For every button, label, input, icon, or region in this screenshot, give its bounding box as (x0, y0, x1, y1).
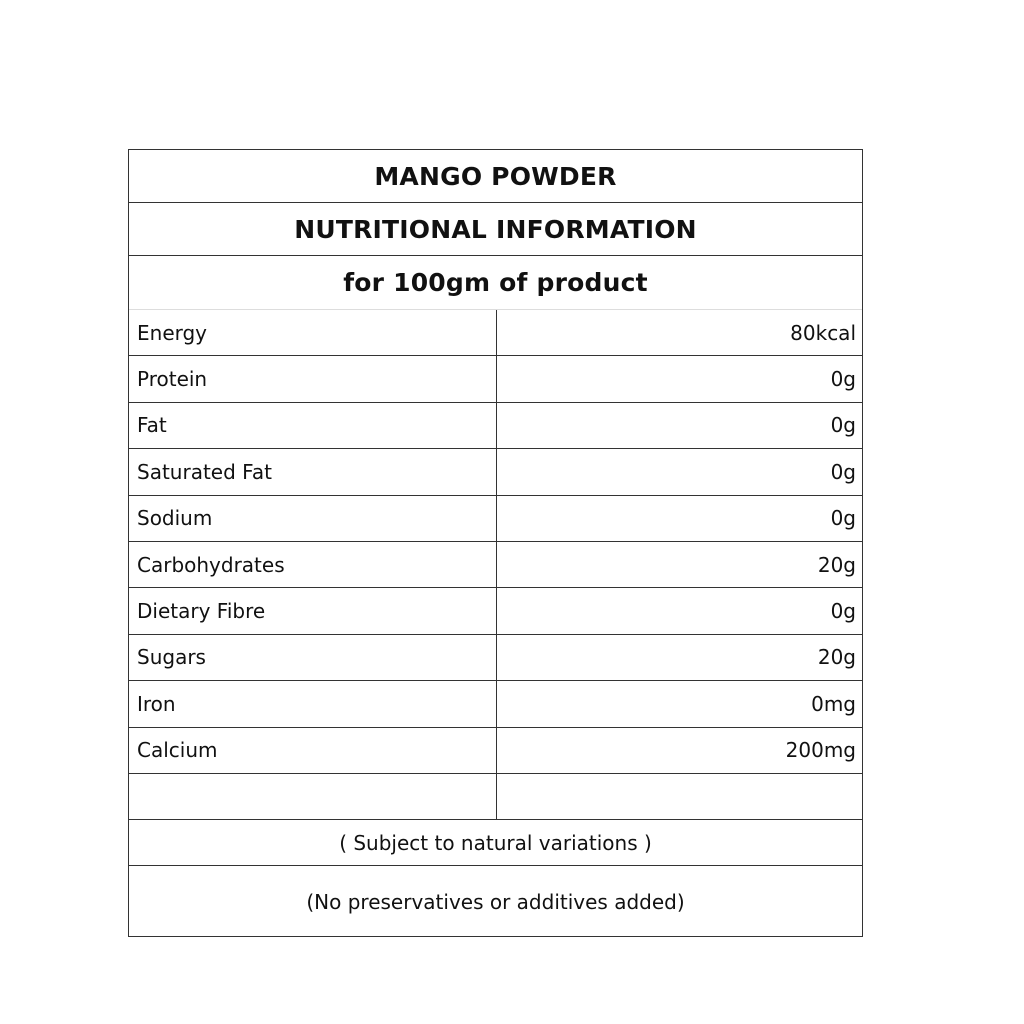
nutrient-value: 0g (830, 459, 856, 484)
nutrient-label: Protein (129, 356, 497, 401)
nutrient-label: Sodium (129, 496, 497, 541)
table-row (129, 496, 862, 542)
nutrient-value: 0g (830, 367, 856, 392)
nutrient-label: Carbohydrates (129, 542, 497, 587)
nutrient-value: 20g (817, 552, 856, 577)
nutrient-value: 0g (830, 506, 856, 531)
nutrient-value: 80kcal (790, 320, 856, 345)
table-row (129, 449, 862, 495)
nutrient-label: Energy (129, 310, 497, 355)
table-row (129, 356, 862, 402)
nutrient-value: 20g (817, 645, 856, 670)
nutrient-value: 0g (830, 413, 856, 438)
nutrient-value: 0mg (811, 691, 856, 716)
section-title: NUTRITIONAL INFORMATION (129, 203, 862, 256)
table-row-empty (129, 774, 862, 820)
variation-note: ( Subject to natural variations ) (129, 820, 862, 866)
table-row (129, 728, 862, 774)
table-row (129, 681, 862, 727)
table-row (129, 635, 862, 681)
nutrient-value: 200mg (785, 738, 856, 763)
nutrient-label: Sugars (129, 635, 497, 680)
nutrient-value (497, 774, 862, 819)
table-row (129, 542, 862, 588)
serving-basis: for 100gm of product (129, 256, 862, 310)
nutrient-label: Calcium (129, 728, 497, 773)
table-row (129, 403, 862, 449)
additives-note: (No preservatives or additives added) (306, 889, 685, 914)
nutrient-value: 0g (830, 599, 856, 624)
nutrition-table (128, 149, 863, 937)
product-title: MANGO POWDER (129, 150, 862, 203)
nutrient-label: Fat (129, 403, 497, 448)
nutrient-label: Dietary Fibre (129, 588, 497, 633)
nutrient-label: Iron (129, 681, 497, 726)
table-row (129, 310, 862, 356)
nutrient-label: Saturated Fat (129, 449, 497, 494)
nutrient-label (129, 774, 497, 819)
table-row (129, 588, 862, 634)
